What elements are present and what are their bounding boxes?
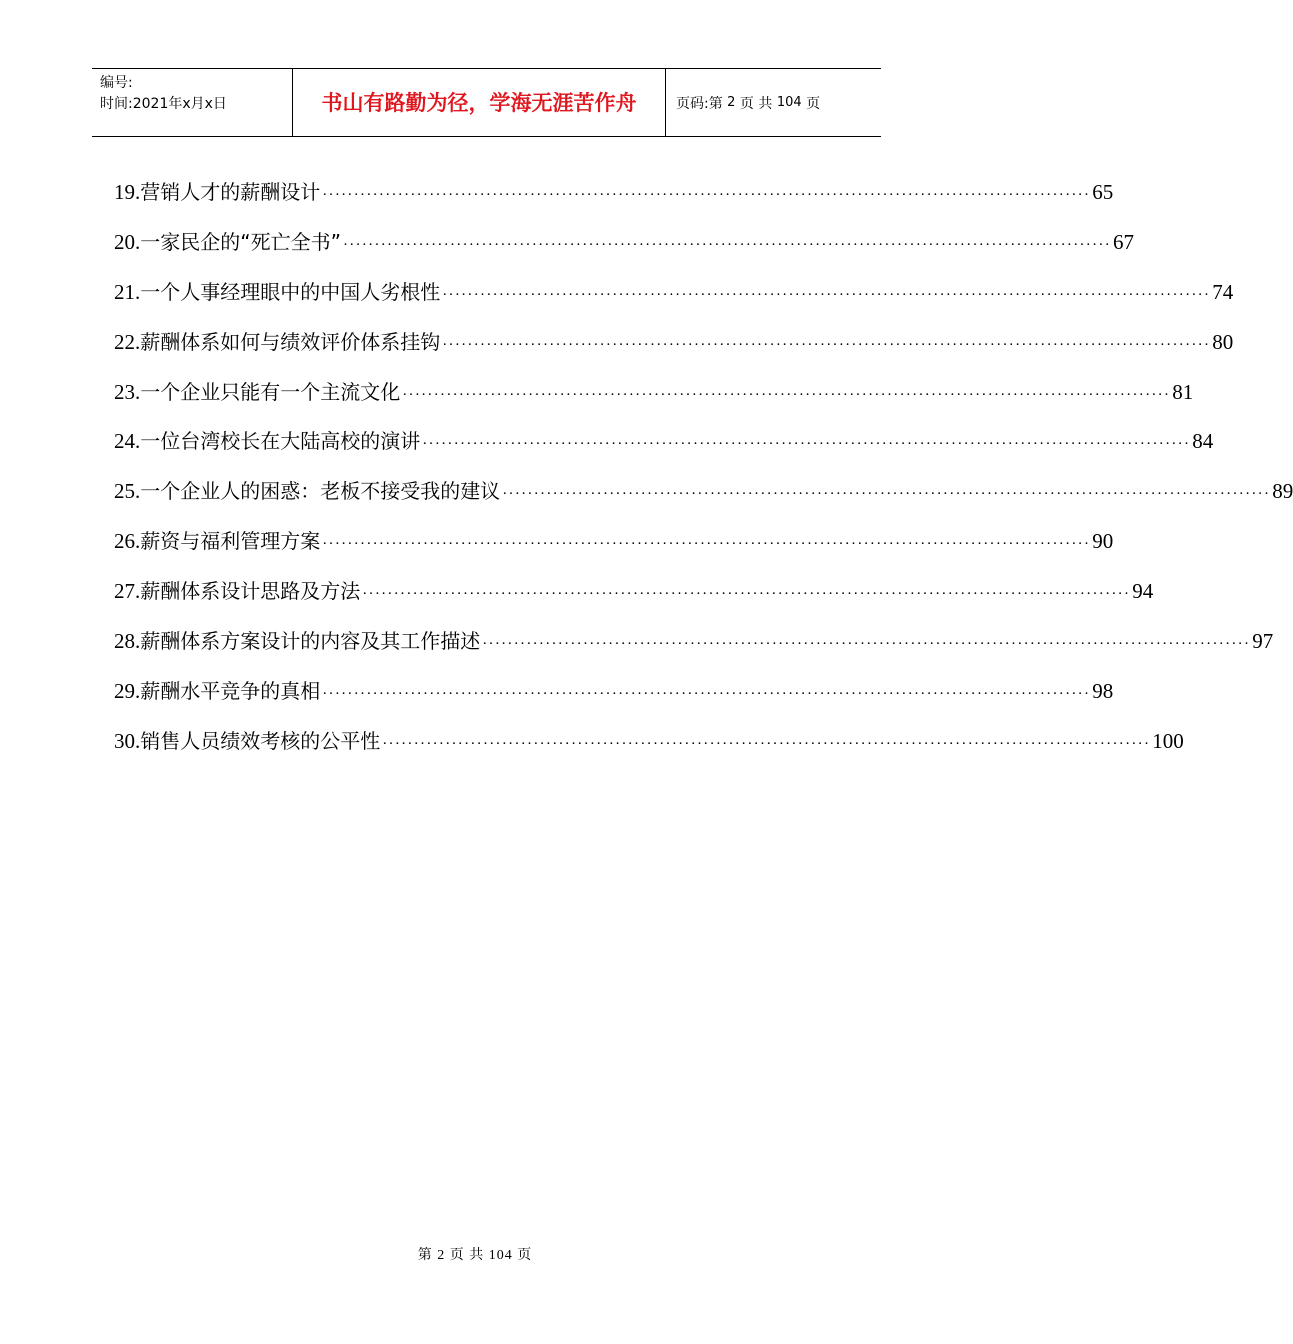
toc-entry-title [114, 525, 320, 557]
toc-entry-title [114, 176, 320, 208]
toc-entry-number: 27. [114, 579, 141, 604]
toc-entry-page: 98 [1092, 678, 1114, 703]
toc-entry-title [114, 226, 341, 258]
toc-entry-text: 一位台湾校长在大陆高校的演讲 [140, 429, 421, 454]
toc-entry-number: 30. [114, 728, 141, 753]
toc-entry-text: 一家民企的“死亡全书” [140, 229, 341, 254]
toc-entry-number: 19. [114, 180, 141, 204]
toc-entry-title [114, 376, 400, 408]
toc-entry-page: 81 [1172, 379, 1194, 404]
toc-entry-title [114, 425, 420, 457]
toc-entry[interactable] [114, 725, 1184, 775]
toc-entry-page: 89 [1272, 479, 1293, 504]
toc-leader-dots: ·························································································································· [482, 636, 1251, 653]
toc-entry-text: 薪资与福利管理方案 [140, 529, 321, 554]
toc-entry-title [114, 675, 320, 707]
toc-entry-page: 94 [1132, 579, 1154, 604]
toc-entry-title [114, 276, 440, 308]
toc-entry[interactable] [114, 425, 1214, 475]
toc-entry[interactable] [114, 575, 1154, 625]
toc-entry[interactable] [114, 226, 1134, 276]
toc-entry-number: 20. [114, 229, 141, 254]
toc-entry-title [114, 625, 480, 657]
toc-entry-text: 薪酬体系方案设计的内容及其工作描述 [140, 629, 481, 654]
page-label: 页码: [676, 95, 709, 112]
toc-entry-number: 28. [114, 629, 141, 654]
toc-entry-number: 23. [114, 379, 141, 404]
footer-current: 2 [437, 1248, 446, 1263]
toc-entry-page: 97 [1252, 629, 1274, 654]
toc-entry-text: 销售人员绩效考核的公平性 [140, 728, 381, 753]
toc-leader-dots: ·························································································································· [442, 286, 1211, 303]
toc-leader-dots: ·························································································································· [322, 187, 1091, 203]
footer-prefix: 第 [417, 1248, 433, 1263]
toc-entry-page: 80 [1212, 329, 1234, 354]
toc-entry-title [114, 575, 360, 607]
toc-entry-page: 74 [1212, 279, 1234, 304]
page-total: 104 [776, 95, 802, 110]
serial-label: 编号: [100, 75, 133, 91]
toc-leader-dots: ·························································································································· [402, 386, 1171, 403]
toc-leader-dots: ·························································································································· [322, 685, 1091, 702]
header-page-info [666, 69, 881, 136]
date-value: 2021年x月x日 [132, 96, 227, 112]
toc-entry[interactable] [114, 326, 1234, 376]
toc-entry[interactable] [114, 176, 1114, 226]
page-footer [0, 1244, 950, 1264]
toc-entry-page: 90 [1092, 529, 1114, 554]
toc-entry-page: 100 [1152, 728, 1184, 753]
toc-entry-text: 一个企业人的困惑：老板不接受我的建议 [140, 479, 501, 504]
toc-entry-number: 25. [114, 479, 141, 504]
toc-entry[interactable] [114, 276, 1234, 326]
footer-suffix: 页 [517, 1248, 533, 1263]
toc-entry-text: 薪酬体系如何与绩效评价体系挂钩 [140, 329, 441, 354]
toc-leader-dots: ·························································································································· [422, 436, 1191, 453]
page-header [92, 68, 881, 137]
toc-leader-dots: ·························································································································· [322, 536, 1091, 553]
toc-entry-page: 67 [1113, 229, 1134, 254]
toc-entry-page: 65 [1092, 180, 1114, 204]
toc-entry-text: 一个企业只能有一个主流文化 [140, 379, 401, 404]
page-suffix: 页 [806, 95, 821, 112]
toc-leader-dots: ·························································································································· [442, 336, 1211, 353]
date-label: 时间: [100, 96, 133, 112]
toc-entry-title [114, 725, 380, 757]
toc-entry-number: 24. [114, 429, 141, 454]
page-current: 2 [727, 95, 736, 110]
toc-entry[interactable] [114, 475, 1293, 525]
date-line [100, 94, 292, 115]
toc-entry[interactable] [114, 376, 1194, 426]
toc-entry-page: 84 [1192, 429, 1214, 454]
toc-entry-text: 薪酬水平竞争的真相 [140, 678, 321, 703]
toc-entry-text: 一个人事经理眼中的中国人劣根性 [140, 279, 441, 304]
toc-entry-title [114, 475, 500, 507]
table-of-contents [114, 176, 1293, 775]
toc-entry[interactable] [114, 525, 1114, 575]
toc-entry[interactable] [114, 625, 1274, 675]
toc-leader-dots: ·························································································································· [502, 486, 1271, 503]
toc-leader-dots: ·························································································································· [342, 236, 1111, 253]
header-meta [92, 69, 293, 136]
toc-leader-dots: ·························································································································· [382, 735, 1151, 752]
toc-entry-text: 营销人才的薪酬设计 [140, 180, 321, 204]
toc-entry[interactable] [114, 675, 1114, 725]
toc-entry-title [114, 326, 440, 358]
toc-entry-text: 薪酬体系设计思路及方法 [140, 579, 361, 604]
footer-mid: 页 共 [449, 1248, 485, 1263]
page-prefix: 第 [708, 95, 723, 112]
page-mid: 页 共 [739, 95, 773, 112]
header-motto: 书山有路勤为径，学海无涯苦作舟 [293, 69, 666, 136]
toc-entry-number: 29. [114, 678, 141, 703]
toc-entry-number: 21. [114, 279, 141, 304]
toc-leader-dots: ·························································································································· [362, 586, 1131, 603]
footer-total: 104 [488, 1248, 513, 1263]
toc-entry-number: 26. [114, 529, 141, 554]
toc-entry-number: 22. [114, 329, 141, 354]
